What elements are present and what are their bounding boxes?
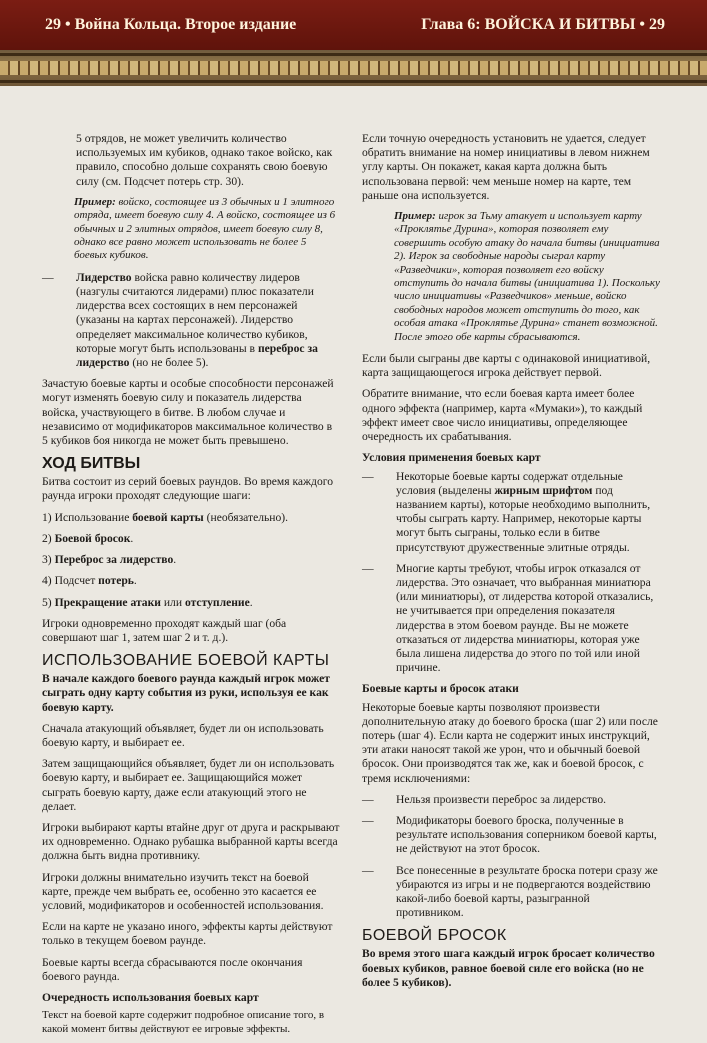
lead-paragraph: Во время этого шага каждый игрок бросает количество боевых кубиков, равное боевой силе его войска (но не более 5 кубиков). (362, 947, 655, 989)
header-right: Глава 6: ВОЙСКА И БИТВЫ • 29 (421, 16, 665, 33)
dash-marker: — (42, 270, 54, 284)
paragraph: Некоторые боевые карты позволяют произвести дополнительную атаку до боевого броска (шаг 2) или после потерь (шаг 4). Если карта не содержит иных инструкций, эти атаки наносят такой же урон, что и обычный боевой бросок. Они производятся так же, как и боевой бросок, с тремя исключениями: (362, 700, 658, 785)
paragraph: Если на карте не указано иного, эффекты карты действуют только в текущем боевом раунде. (42, 920, 333, 948)
subheading: Боевые карты и бросок атаки (362, 682, 519, 696)
list-item: 2) Боевой бросок. (42, 531, 134, 545)
paragraph: Боевые карты всегда сбрасываются после окончания боевого раунда. (42, 955, 303, 983)
subheading: Очередность использования боевых карт (42, 990, 259, 1004)
dash-item: — Нельзя произвести переброс за лидерство. (362, 792, 607, 806)
example-block (394, 210, 660, 344)
dash-marker: — (362, 863, 374, 877)
example-text: войско, состоящее из 3 обычных и 1 элитного отряда, имеет боевую силу 4. А войско, состоящее из 6 обычных и 2 элитных отрядов, имеет боевую силу 8, однако все равно может использовать не более 5 боевых кубиков. (74, 195, 336, 262)
dash-item: — Все понесенные в результате броска потери сразу же убираются из игры и не подвергаются воздействию какой-либо боевой карты, разыгранной противником. (362, 863, 658, 920)
list-item: 1) Использование боевой карты (необязательно). (42, 510, 289, 524)
dash-item-leadership (42, 271, 340, 370)
paragraph: Текст на боевой карте содержит подробное описание того, в какой момент битвы действуют ее игровые эффекты. (42, 1009, 325, 1035)
paragraph: Обратите внимание, что если боевая карта имеет более одного эффекта (например, карта «Мумаки»), то каждый эффект имеет свое число инициативы, определяющее очередность их срабатывания. (362, 387, 643, 444)
example-label: Пример: (394, 210, 436, 223)
example-text: игрок за Тьму атакует и использует карту «Проклятье Дурина», которая позволяет ему совершить особую атаку до начала битвы (инициатива 2). Игрок за свободные народы сыграл карту «Разведчики», которая позволяет его войску отступить до начала битвы (инициатива 1). Поскольку число инициативы «Разведчиков» меньше, войско свободных народов может отступить до того, как особая атака «Проклятье Дурина» станет возможной. После этого обе карты сбрасываются. (394, 210, 660, 343)
list-item: 3) Переброс за лидерство. (42, 553, 177, 567)
term: переброс за лидерство (76, 341, 318, 370)
paragraph: Сначала атакующий объявляет, будет ли он использовать боевую карту, и выбирает ее. (42, 721, 324, 749)
section-heading: ИСПОЛЬЗОВАНИЕ БОЕВОЙ КАРТЫ (42, 652, 330, 670)
section-heading: ХОД БИТВЫ (42, 455, 141, 473)
header-left: 29 • Война Кольца. Второе издание (45, 16, 297, 33)
list-item: 4) Подсчет потерь. (42, 574, 137, 588)
list-item: 5) Прекращение атаки или отступление. (42, 595, 253, 609)
subheading: Условия применения боевых карт (362, 451, 541, 465)
term: Лидерство (76, 270, 132, 284)
paragraph: Затем защищающийся объявляет, будет ли он использовать боевую карту, и выбирает ее. Защищающийся может сыграть боевую карту, даже если атакующий этого не делает. (42, 757, 335, 813)
section-heading: БОЕВОЙ БРОСОК (362, 927, 507, 945)
paragraph: Игроки одновременно проходят каждый шаг (оба совершают шаг 1, затем шаг 2 и т. д.). (42, 616, 287, 644)
paragraph: Если точную очередность установить не удается, следует обратить внимание на номер инициативы в левом нижнем углу карты. Он покажет, какая карта должна быть использована первой: чем меньше номер на карте, тем раньше она используется. (362, 132, 650, 202)
dash-item: — Модификаторы боевого броска, полученные в результате использования соперником боевой карты, не действуют на этот бросок. (362, 813, 657, 856)
lead-paragraph: В начале каждого боевого раунда каждый игрок может сыграть одну карту события из руки, используя ее как боевую карту. (42, 672, 330, 714)
dash-item: — Многие карты требуют, чтобы игрок отказался от лидерства. Это означает, что выбранная миниатюра (или миниатюры), от лидерства которой отказались, не учитывается при определения показателя лидерства в этом боевом раунде. Вы не можете отказаться от лидерства миниатюры, которая уже была лишена лидерства до этого по той или иной причине. (362, 561, 654, 675)
paragraph: Если были сыграны две карты с одинаковой инициативой, карта защищающегося игрока действует первой. (362, 352, 651, 380)
right-column (362, 132, 660, 997)
left-column (42, 132, 340, 1043)
steps-list (42, 511, 340, 610)
paragraph: Битва состоит из серий боевых раундов. Во время каждого раунда игроки проходят следующие шаги: (42, 475, 334, 503)
page-header (0, 0, 707, 50)
dash-marker: — (362, 792, 374, 806)
text: войска равно количеству лидеров (назгулы считаются лидерами) плюс показатели лидерства всех состоящих в нем персонажей (указаны на картах персонажей). Лидерство определяет максимальное количество кубиков, которые могут быть использованы в (76, 270, 314, 355)
example-label: Пример: (74, 195, 116, 208)
dash-item: — Некоторые боевые карты содержат отдельные условия (выделены жирным шрифтом под названием карты), которые необходимо выполнить, чтобы сыграть карту. Например, некоторые карты могут быть сыграны, только если в битве присутствуют дружественные элитные отряды. (362, 469, 651, 554)
paragraph: Зачастую боевые карты и особые способности персонажей могут изменять боевую силу и показатель лидерства войска, участвующего в битве. В любом случае и независимо от модификаторов максимальное количество в 5 кубиков боя никогда не может быть превышено. (42, 377, 334, 448)
text: (но не более 5). (129, 356, 209, 370)
dash-marker: — (362, 813, 374, 827)
example-block (74, 196, 340, 263)
paragraph: Игроки должны внимательно изучить текст на боевой карте, прежде чем выбрать ее, особенно это касается ее условий, модификаторов и особенностей использования. (42, 870, 324, 912)
dash-marker: — (362, 469, 374, 483)
paragraph: 5 отрядов, не может увеличить количество используемых им кубиков, однако такое войско, как правило, способно дольше сохранять свою боевую силу (см. Подсчет потерь стр. 30). (76, 132, 333, 188)
ornamental-border (0, 50, 707, 86)
paragraph: Игроки выбирают карты втайне друг от друга и раскрывают их одновременно. Однако рубашка выбранной карты всегда должна быть видна противнику. (42, 820, 340, 863)
dash-marker: — (362, 561, 374, 575)
